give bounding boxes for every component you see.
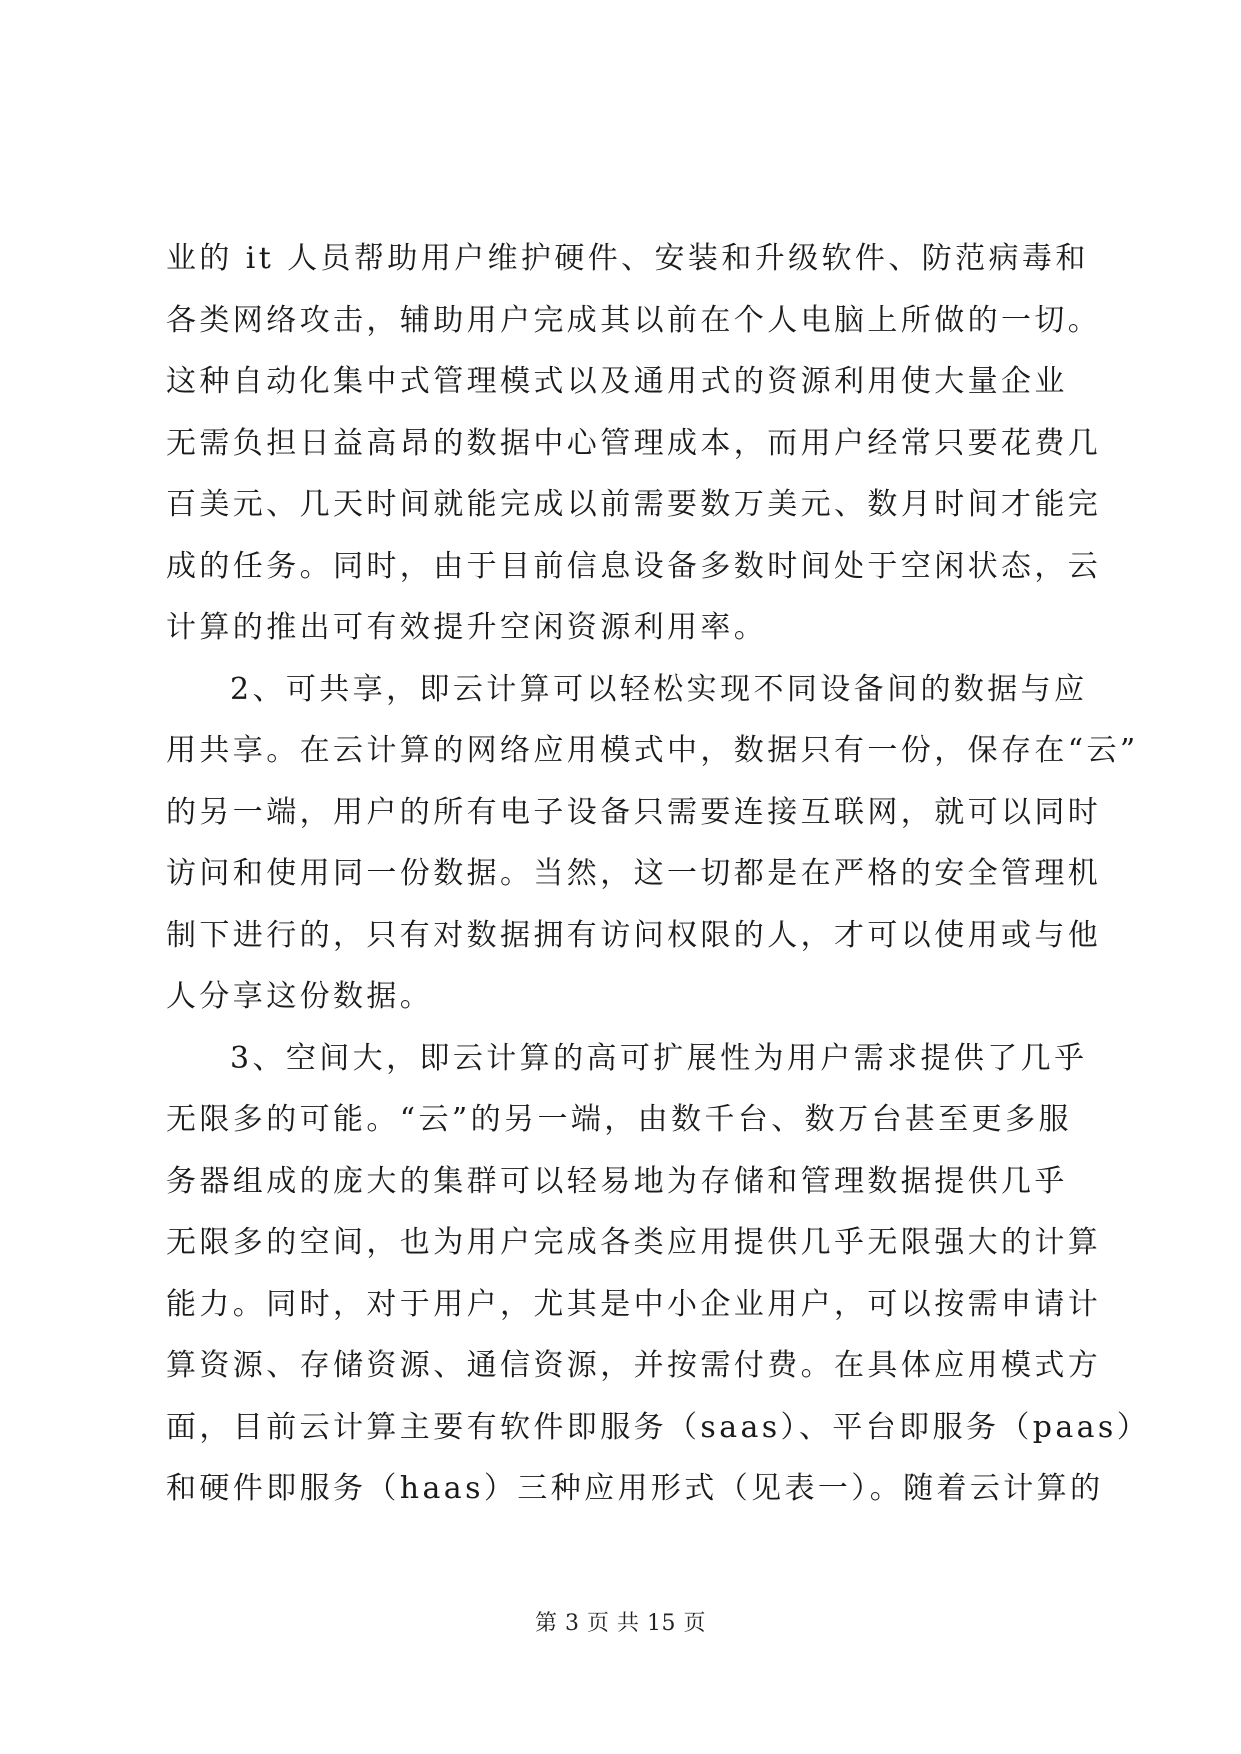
text-line: 人分享这份数据。 (166, 979, 434, 1014)
paragraph-start-line: 3、空间大，即云计算的高可扩展性为用户需求提供了几乎 (230, 1040, 1088, 1076)
text-line: 制下进行的，只有对数据拥有访问权限的人，才可以使用或与他 (166, 917, 1102, 953)
text-line: 务器组成的庞大的集群可以轻易地为存储和管理数据提供几乎 (166, 1163, 1068, 1199)
text-line: 面，目前云计算主要有软件即服务（saas）、平台即服务（paas） (166, 1409, 1151, 1445)
text-line: 无限多的可能。“云”的另一端，由数千台、数万台甚至更多服 (166, 1102, 1072, 1137)
body-text (166, 228, 1151, 1520)
page-number-footer: 第 3 页 共 15 页 (535, 1611, 706, 1636)
text-line: 的另一端，用户的所有电子设备只需要连接互联网，就可以同时 (166, 794, 1102, 830)
text-line: 计算的推出可有效提升空闲资源利用率。 (166, 610, 768, 645)
text-line: 无需负担日益高昂的数据中心管理成本，而用户经常只要花费几 (166, 425, 1102, 461)
text-line: 百美元、几天时间就能完成以前需要数万美元、数月时间才能完 (166, 487, 1102, 522)
paragraph-start-line: 2、可共享，即云计算可以轻松实现不同设备间的数据与应 (230, 671, 1088, 707)
text-line: 成的任务。同时，由于目前信息设备多数时间处于空闲状态，云 (166, 548, 1102, 584)
text-line: 访问和使用同一份数据。当然，这一切都是在严格的安全管理机 (166, 856, 1102, 891)
text-line: 和硬件即服务（haas）三种应用形式（见表一）。随着云计算的 (166, 1471, 1104, 1506)
text-line: 这种自动化集中式管理模式以及通用式的资源利用使大量企业 (166, 364, 1068, 399)
text-line: 无限多的空间，也为用户完成各类应用提供几乎无限强大的计算 (166, 1225, 1102, 1260)
text-line: 用共享。在云计算的网络应用模式中，数据只有一份，保存在“云” (166, 733, 1139, 768)
text-line: 能力。同时，对于用户，尤其是中小企业用户，可以按需申请计 (166, 1286, 1102, 1322)
text-line: 各类网络攻击，辅助用户完成其以前在个人电脑上所做的一切。 (166, 302, 1102, 338)
text-line: 算资源、存储资源、通信资源，并按需付费。在具体应用模式方 (166, 1348, 1102, 1383)
text-line: 业的 it 人员帮助用户维护硬件、安装和升级软件、防范病毒和 (166, 241, 1089, 276)
